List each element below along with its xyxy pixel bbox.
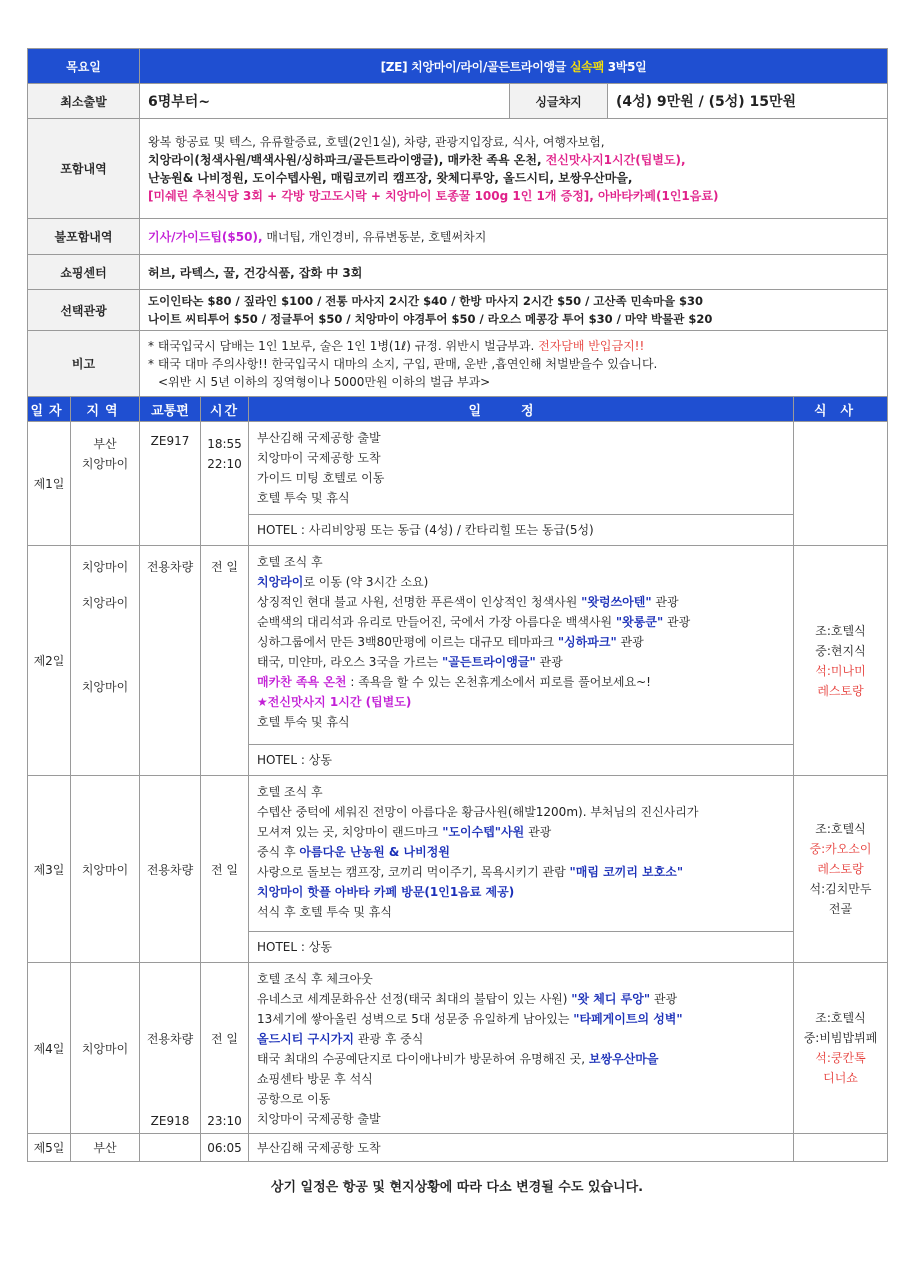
col-region: 지역 (71, 397, 140, 422)
region-cell: 치앙마이 치앙라이 치앙마이 (71, 546, 140, 776)
options-content: 도이인타논 $80 / 짚라인 $100 / 전통 마사지 2시간 $40 / 한방 마사지 2시간 $50 / 고산족 민속마을 $30 나이트 씨티투어 $50 / 정글투어 $50 / 치앙마이 야경투어 $50 / 라오스 메콩강 투어 $30 / 마약 박물관 $20 (140, 290, 888, 331)
plan-cell: 호텔 조식 후 수텝산 중턱에 세워진 전망이 아름다운 황금사원(해발1200m). 부처님의 진신사리가 모셔져 있는 곳, 치앙마이 랜드마크 "도이수텝"사원 관광 중식 후 아름다운 난농원 & 나비정원 사랑으로 돌보는 캠프장, 코끼리 먹이주기, 목욕시키기 관람 "매림 코끼리 보호소" 치앙마이 핫플 아바타 카페 방문(1인1음료 제공) 석식 후 호텔 투숙 및 휴식 HOTEL : 상동 (249, 776, 794, 963)
page-title: [ZE] 치앙마이/라이/골든트라이앵글 실속팩 3박5일 (140, 49, 888, 84)
region-cell: 치앙마이 (71, 776, 140, 963)
meal-cell (794, 422, 888, 546)
min-departure-label: 최소출발 (28, 84, 140, 119)
included-content: 왕복 항공료 및 텍스, 유류할증료, 호텔(2인1실), 차량, 관광지입장료, 식사, 여행자보험, 치앙라이(청색사원/백색사원/싱하파크/골든트라이앵글), 매카찬 족욕 온천, 전신맛사지1시간(팁별도), 난농원& 나비정원, 도이수텝사원, 매림코끼리 캠프장, 왓체디루앙, 올드시티, 보쌍우산마을, [미쉐린 추천식당 3회 + 각방 망고도시락 + 치앙마이 토종꿀 100g 1인 1개 증정], 아바타카페(1인1음료) (140, 119, 888, 219)
day-number: 제2일 (28, 546, 71, 776)
remarks-content: * 태국입국시 담배는 1인 1보루, 술은 1인 1병(1ℓ) 규정. 위반시 벌금부과. 전자담배 반입금지!! * 태국 대마 주의사항!! 한국입국시 대마의 소지, 구입, 판매, 운반 ,흡연인해 처벌받을수 있습니다. <위반 시 5년 이하의 징역형이나 5000만원 이하의 벌금 부과> (140, 331, 888, 397)
time-cell: 18:55 22:10 (201, 422, 249, 546)
day-number: 제3일 (28, 776, 71, 963)
col-plan: 일정 (249, 397, 794, 422)
day-row (28, 963, 888, 1134)
meal-cell (794, 1134, 888, 1162)
col-transport: 교통편 (140, 397, 201, 422)
hotel-line: HOTEL : 상동 (249, 931, 793, 962)
summary-table (27, 48, 888, 397)
transport-cell: 전용차량 (140, 776, 201, 963)
plan-cell: 부산김해 국제공항 도착 (249, 1134, 794, 1162)
options-label: 선택관광 (28, 290, 140, 331)
region-cell: 부산 (71, 1134, 140, 1162)
day-row (28, 422, 888, 546)
day-row (28, 1134, 888, 1162)
shopping-label: 쇼핑센터 (28, 255, 140, 290)
schedule-table (27, 396, 888, 1162)
day-label: 목요일 (28, 49, 140, 84)
meal-cell: 조:호텔식 중:카오소이 레스토랑 석:김치만두 전골 (794, 776, 888, 963)
excluded-label: 불포함내역 (28, 219, 140, 255)
plan-cell: 부산김해 국제공항 출발 치앙마이 국제공항 도착 가이드 미팅 호텔로 이동 호텔 투숙 및 휴식 HOTEL : 사리비앙핑 또는 동급 (4성) / 칸타리힐 또는 동급(5성) (249, 422, 794, 546)
min-departure-value: 6명부터~ (140, 84, 510, 119)
single-charge-value: (4성) 9만원 / (5성) 15만원 (608, 84, 888, 119)
shopping-content: 허브, 라텍스, 꿀, 건강식품, 잡화 中 3회 (140, 255, 888, 290)
col-meal: 식사 (794, 397, 888, 422)
time-cell: 06:05 (201, 1134, 249, 1162)
flight-cell: ZE918 (150, 1114, 190, 1128)
plan-cell: 호텔 조식 후 체크아웃 유네스코 세계문화유산 선정(태국 최대의 불탑이 있는 사원) "왓 체디 루앙" 관광 13세기에 쌓아올린 성벽으로 5대 성문중 유일하게 남아있는 "타페게이트의 성벽" 올드시티 구시가지 관광 후 중식 태국 최대의 수공예단지로 다이애나비가 방문하여 유명해진 곳, 보쌍우산마을 쇼핑센타 방문 후 석식 공항으로 이동 치앙마이 국제공항 출발 (249, 963, 794, 1134)
time-cell: 전 일 (201, 776, 249, 963)
time-cell: 전 일 (201, 546, 249, 776)
col-day: 일자 (28, 397, 71, 422)
col-time: 시간 (201, 397, 249, 422)
flight-cell: ZE917 (140, 422, 201, 546)
included-label: 포함내역 (28, 119, 140, 219)
day-number: 제1일 (28, 422, 71, 546)
remarks-label: 비고 (28, 331, 140, 397)
itinerary-page (27, 48, 887, 1195)
hotel-line: HOTEL : 상동 (249, 744, 793, 775)
excluded-content: 기사/가이드팁($50), 매너팁, 개인경비, 유류변동분, 호텔써차지 (140, 219, 888, 255)
region-cell: 치앙마이 (71, 963, 140, 1134)
single-charge-label: 싱글챠지 (510, 84, 608, 119)
day-number: 제5일 (28, 1134, 71, 1162)
plan-cell: 호텔 조식 후 치앙라이로 이동 (약 3시간 소요) 상징적인 현대 불교 사원, 선명한 푸른색이 인상적인 청색사원 "왓렁쓰아텐" 관광 순백색의 대리석과 유리로 만들어진, 국에서 가장 아름다운 백색사원 "왓롱쿤" 관광 싱하그룹에서 만든 3백80만평에 이르는 대규모 테마파크 "싱하파크" 관광 태국, 미얀마, 라오스 3국을 가르는 "골든트라이앵글" 관광 매카찬 족욕 온천 : 족욕을 할 수 있는 온천휴게소에서 피로를 풀어보세요~! ★전신맛사지 1시간 (팁별도) 호텔 투숙 및 휴식 HOTEL : 상동 (249, 546, 794, 776)
footer-note: 상기 일정은 항공 및 현지상황에 따라 다소 변경될 수도 있습니다. (270, 1180, 644, 1195)
hotel-line: HOTEL : 사리비앙핑 또는 동급 (4성) / 칸타리힐 또는 동급(5성) (249, 514, 793, 545)
region-cell: 부산 치앙마이 (71, 422, 140, 546)
day-row (28, 546, 888, 776)
transport-cell: 전용차량 (140, 546, 201, 776)
meal-cell: 조:호텔식 중:비빔밥뷔페 석:쿵칸톡 디너쇼 (794, 963, 888, 1134)
title-highlight: 실속팩 (569, 59, 604, 74)
transport-cell (140, 1134, 201, 1162)
transport-cell: 전용차량 ZE918 (140, 963, 201, 1134)
time-cell: 전 일 23:10 (201, 963, 249, 1134)
day-row (28, 776, 888, 963)
meal-cell: 조:호텔식 중:현지식 석:미나미 레스토랑 (794, 546, 888, 776)
day-number: 제4일 (28, 963, 71, 1134)
